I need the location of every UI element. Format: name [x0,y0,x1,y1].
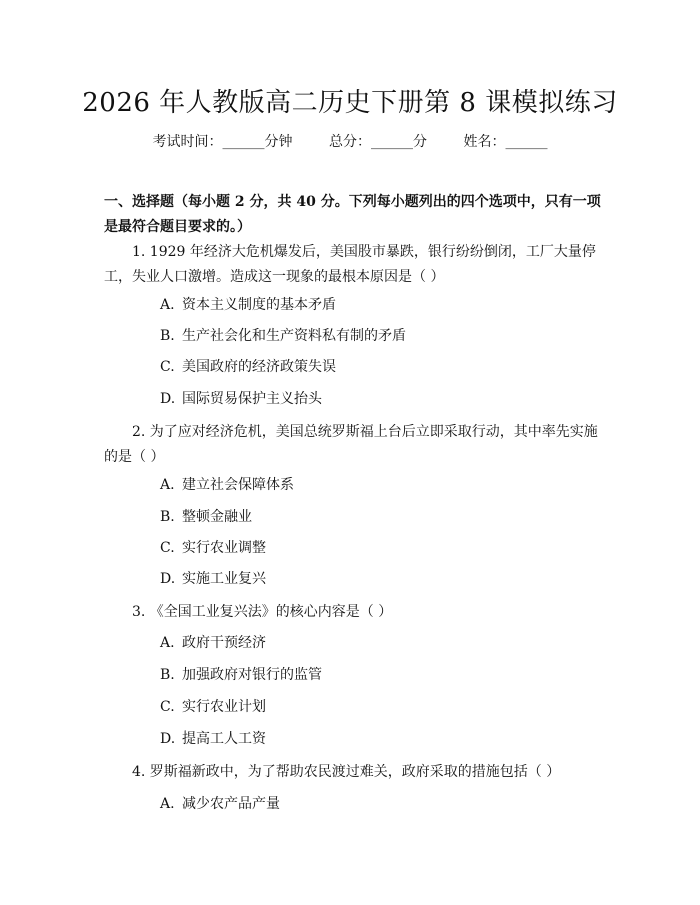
option-text: 建立社会保障体系 [182,477,294,493]
question-1-option-b [160,326,406,346]
option-letter: B. [160,509,175,525]
section-heading: 一、选择题（每小题 2 分，共 40 分。下列每小题列出的四个选项中，只有一项是最符合题目要求的。） [104,194,601,235]
question-2-stem: 2. 为了应对经济危机，美国总统罗斯福上台后立即采取行动，其中率先实施的是（ ） [104,424,598,465]
question-1-option-a [160,295,336,315]
option-letter: C. [160,359,175,375]
exam-time-field: 考试时间：______分钟 [152,134,293,150]
option-letter: C. [160,540,175,556]
question-3-option-c [160,697,266,717]
option-letter: A. [160,796,175,812]
option-letter: C. [160,699,175,715]
question-4-stem: 4. 罗斯福新政中，为了帮助农民渡过难关，政府采取的措施包括（ ） [132,764,561,780]
option-text: 生产社会化和生产资料私有制的矛盾 [182,328,406,344]
option-text: 提高工人工资 [182,731,266,747]
option-letter: D. [160,731,176,747]
option-text: 国际贸易保护主义抬头 [182,391,322,407]
option-text: 加强政府对银行的监管 [182,667,322,683]
question-2-option-a [160,475,294,495]
exam-score-field: 总分：______分 [329,134,427,150]
option-letter: B. [160,667,175,683]
option-text: 整顿金融业 [182,509,252,525]
page-title: 2026 年人教版高二历史下册第 8 课模拟练习 [82,88,618,118]
option-letter: B. [160,328,175,344]
question-1-option-d [160,389,322,409]
option-letter: D. [160,391,176,407]
option-letter: A. [160,635,175,651]
option-text: 减少农产品产量 [182,796,280,812]
question-3-option-d [160,729,266,749]
question-2-option-b [160,507,252,527]
option-text: 实行农业计划 [182,699,266,715]
option-text: 美国政府的经济政策失误 [182,359,336,375]
question-1-stem: 1. 1929 年经济大危机爆发后，美国股市暴跌，银行纷纷倒闭，工厂大量停工，失业人口激增。造成这一现象的最根本原因是（ ） [104,244,596,285]
option-text: 实行农业调整 [182,540,266,556]
option-letter: D. [160,571,176,587]
option-text: 资本主义制度的基本矛盾 [182,297,336,313]
question-1-option-c [160,357,336,377]
question-2-option-c [160,538,266,558]
student-name-field: 姓名：______ [463,134,548,150]
option-letter: A. [160,477,175,493]
question-2-option-d [160,569,266,589]
question-3-option-a [160,633,266,653]
option-text: 政府干预经济 [182,635,266,651]
exam-meta [0,131,700,151]
option-letter: A. [160,297,175,313]
question-3-stem: 3. 《全国工业复兴法》的核心内容是（ ） [132,604,393,620]
question-4-option-a [160,794,280,814]
question-3-option-b [160,665,322,685]
option-text: 实施工业复兴 [182,571,266,587]
